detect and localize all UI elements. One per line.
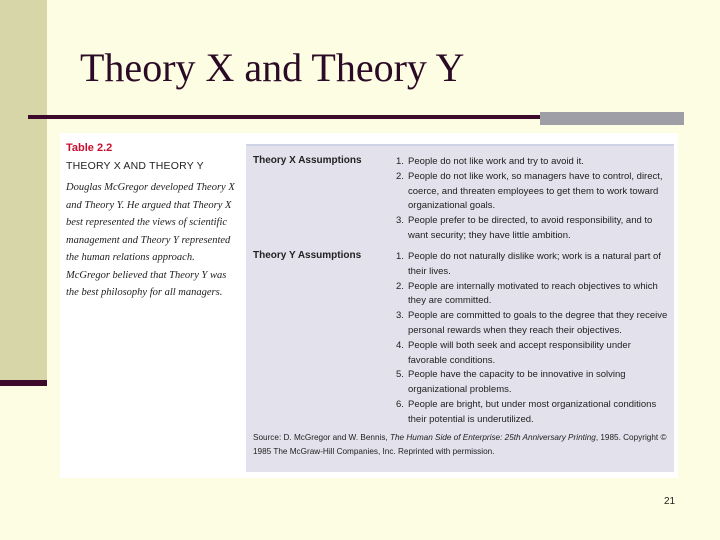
- list-item: 4. People will both seek and accept responsibility under favorable conditions.: [396, 339, 631, 366]
- list-item: 1. People do not naturally dislike work; work is a natural part of their lives.: [396, 251, 661, 277]
- list-item: 6. People are bright, but under most organizational conditions their potential is underutilized.: [396, 398, 657, 425]
- table-name: THEORY X AND THEORY Y: [66, 160, 204, 172]
- table-image: [60, 133, 678, 478]
- list-item: 1. People do not like work and try to avoid it.: [396, 156, 584, 167]
- theory-y-label: Theory Y Assumptions: [253, 250, 362, 261]
- slide-title: Theory X and Theory Y: [80, 45, 465, 90]
- table-source: Source: D. McGregor and W. Bennis, The Human Side of Enterprise: 25th Anniversary Printing, 1985. Copyright © 1985 The McGraw-Hill Companies, Inc. Reprinted with permission.: [253, 433, 667, 456]
- list-item: 3. People prefer to be directed, to avoid responsibility, and to want security; they have little ambition.: [396, 215, 653, 241]
- title-divider: [28, 115, 540, 119]
- list-item: 2. People are internally motivated to reach objectives to which they are committed.: [396, 280, 658, 307]
- left-accent-bar-base: [0, 380, 47, 386]
- theory-x-label: Theory X Assumptions: [253, 155, 362, 166]
- page-number: 21: [664, 496, 676, 507]
- theory-y-list: [396, 250, 668, 428]
- assumptions-box: [246, 144, 674, 472]
- title-divider-accent: [540, 112, 684, 125]
- list-item: 2. People do not like work, so managers have to control, direct, coerce, and threaten employees to get them to work toward organizational goals.: [396, 170, 663, 212]
- list-item: 3. People are committed to goals to the degree that they receive personal rewards when they reach their objectives.: [396, 310, 668, 336]
- table-description: Douglas McGregor developed Theory X and Theory Y. He argued that Theory X best represented the views of scientific management and Theory Y represented the human relations approach. McGregor believed that Theory Y was the best philosophy for all managers.: [66, 182, 235, 298]
- left-accent-bar: [0, 0, 47, 385]
- list-item: 5. People have the capacity to be innovative in solving organizational problems.: [396, 369, 626, 396]
- theory-x-list: [396, 155, 668, 244]
- table-label: Table 2.2: [66, 142, 113, 154]
